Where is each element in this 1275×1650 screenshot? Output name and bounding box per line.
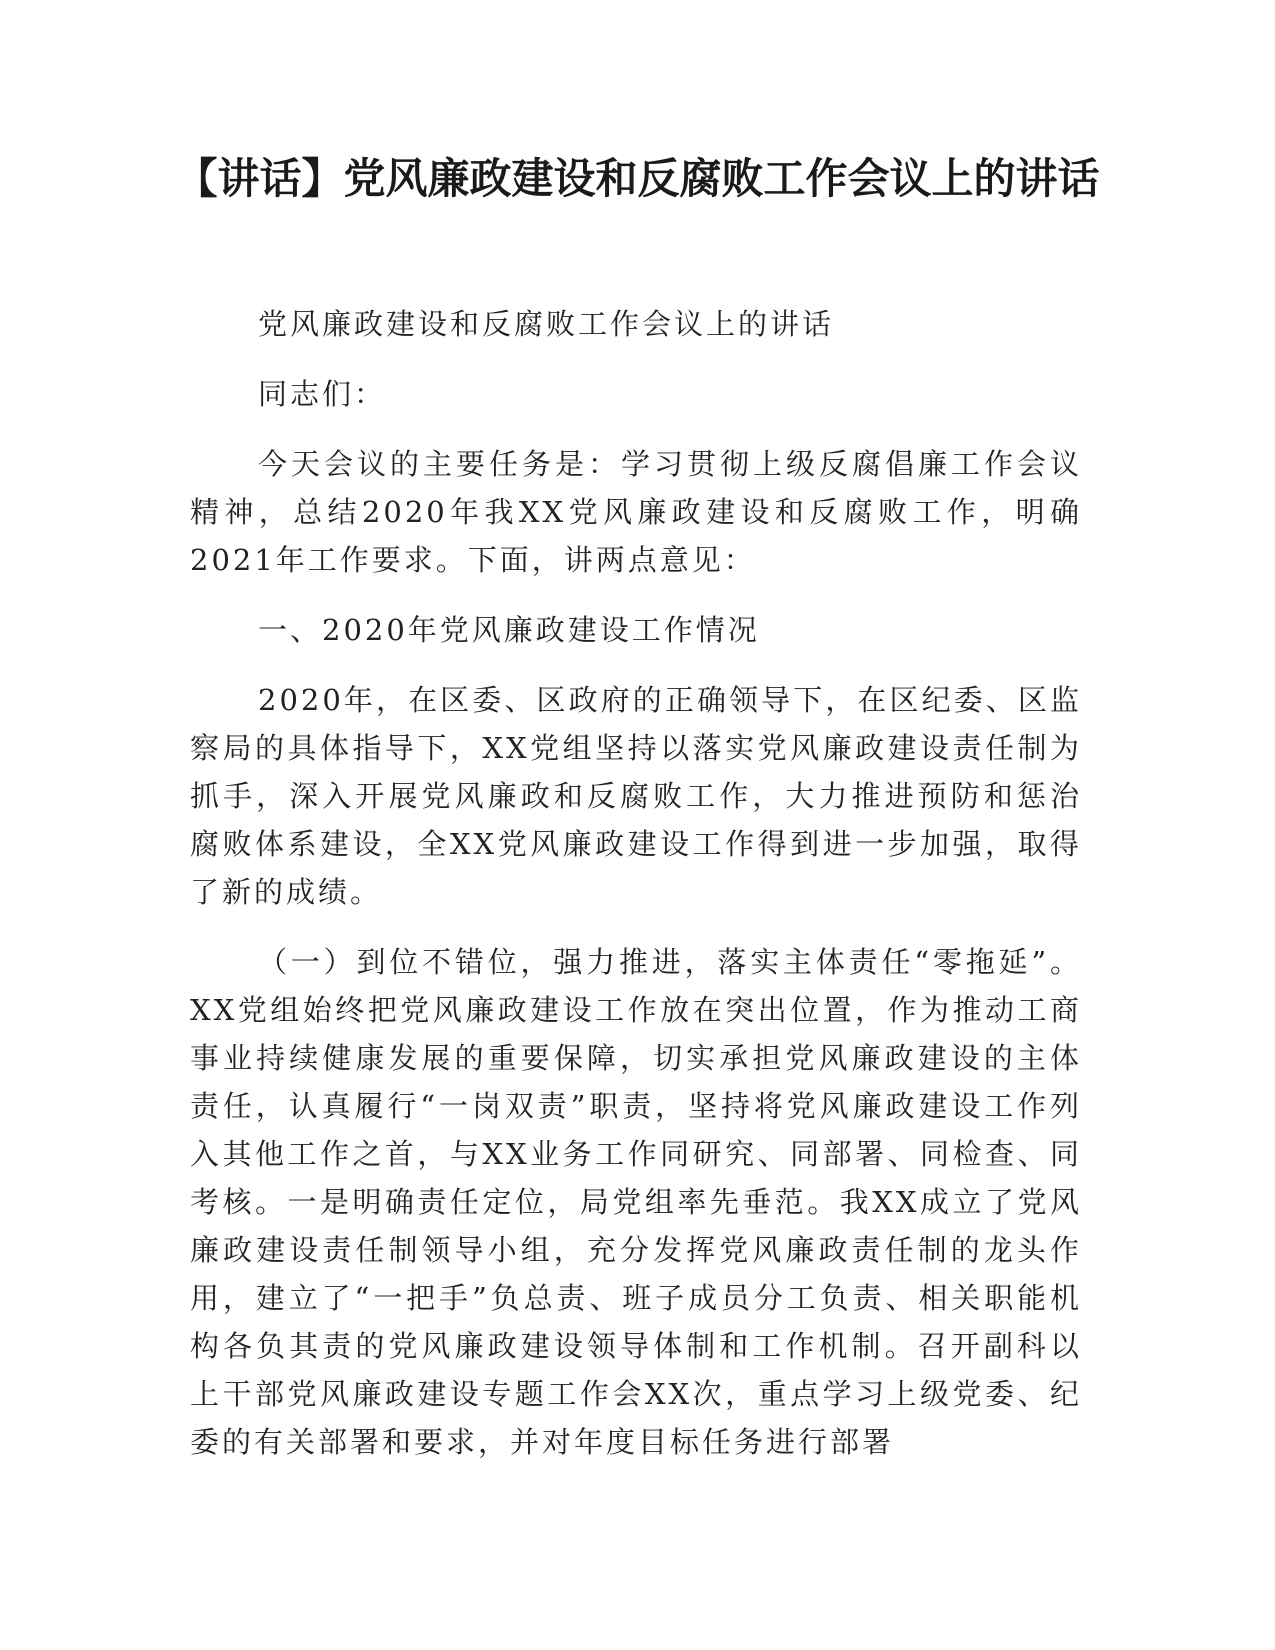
section-heading: 一、2020年党风廉政建设工作情况: [258, 613, 760, 647]
paragraph-intro: 今天会议的主要任务是：学习贯彻上级反腐倡廉工作会议精神，总结2020年我XX党风廉政建设和反腐败工作，明确2021年工作要求。下面，讲两点意见：: [190, 447, 1082, 577]
paragraph-summary: 2020年，在区委、区政府的正确领导下，在区纪委、区监察局的具体指导下，XX党组坚持以落实党风廉政建设责任制为抓手，深入开展党风廉政和反腐败工作，大力推进预防和惩治腐败体系建设，全XX党风廉政建设工作得到进一步加强，取得了新的成绩。: [190, 683, 1082, 909]
document-body: [190, 300, 1082, 1488]
document-title: 【讲话】党风廉政建设和反腐败工作会议上的讲话: [175, 154, 1100, 203]
paragraph-salutation: 同志们：: [258, 377, 387, 411]
paragraph-subtitle: 党风廉政建设和反腐败工作会议上的讲话: [258, 307, 835, 341]
paragraph-subsection-1: （一）到位不错位，强力推进，落实主体责任“零拖延”。XX党组始终把党风廉政建设工作放在突出位置，作为推动工商事业持续健康发展的重要保障，切实承担党风廉政建设的主体责任，认真履行“一岗双责”职责，坚持将党风廉政建设工作列入其他工作之首，与XX业务工作同研究、同部署、同检查、同考核。一是明确责任定位，局党组率先垂范。我XX成立了党风廉政建设责任制领导小组，充分发挥党风廉政责任制的龙头作用，建立了“一把手”负总责、班子成员分工负责、相关职能机构各负其责的党风廉政建设领导体制和工作机制。召开副科以上干部党风廉政建设专题工作会XX次，重点学习上级党委、纪委的有关部署和要求，并对年度目标任务进行部署: [190, 945, 1082, 1459]
